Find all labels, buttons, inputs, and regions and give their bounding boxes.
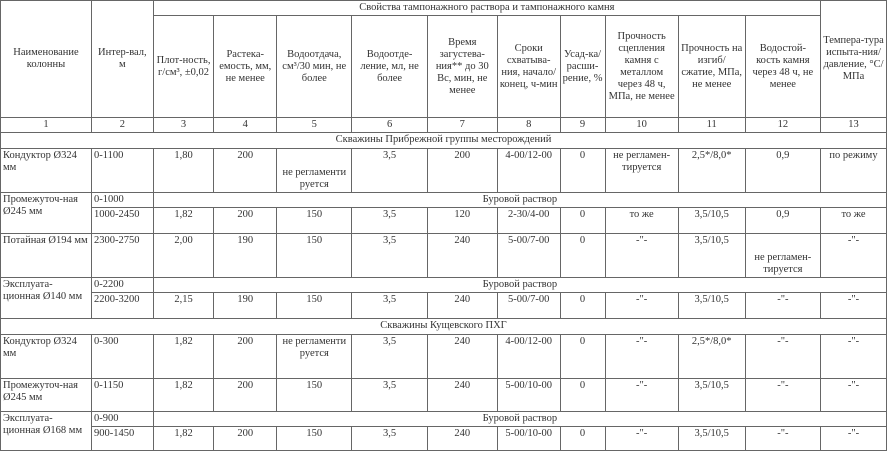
free-water: 3,5 (352, 208, 427, 234)
table-row (1, 379, 887, 412)
table-row (1, 149, 887, 193)
temperature: -"- (821, 427, 887, 451)
table-row (1, 293, 887, 319)
section-row (1, 133, 887, 149)
interval: 0-300 (92, 335, 154, 379)
casing-name: Промежуточ-ная Ø245 мм (1, 193, 92, 234)
setting-time: 2-30/4-00 (497, 208, 560, 234)
fluid-loss: 150 (277, 427, 352, 451)
spreadability: 200 (214, 149, 277, 193)
density: 2,00 (153, 234, 214, 278)
free-water: 3,5 (352, 335, 427, 379)
shrinkage: 0 (560, 208, 605, 234)
thickening-time: 240 (427, 335, 497, 379)
col-number: 12 (745, 118, 820, 133)
water-resistance: 0,9 (745, 149, 820, 193)
spreadability: 200 (214, 427, 277, 451)
casing-name: Промежуточ-ная Ø245 мм (1, 379, 92, 412)
col-number: 8 (497, 118, 560, 133)
flexural-strength: 3,5/10,5 (678, 208, 745, 234)
col-number: 6 (352, 118, 427, 133)
shrinkage: 0 (560, 234, 605, 278)
table-row (1, 412, 887, 427)
flexural-strength: 3,5/10,5 (678, 379, 745, 412)
section-title: Скважины Прибрежной группы месторождений (1, 133, 887, 149)
col-header-thickening-time: Время загустева-ния** до 30 Вс, мин, не менее (427, 16, 497, 118)
col-number: 13 (821, 118, 887, 133)
table-row (1, 335, 887, 379)
water-resistance: -"- (745, 379, 820, 412)
shrinkage: 0 (560, 427, 605, 451)
water-resistance: не регламен-тируется (745, 234, 820, 278)
spreadability: 190 (214, 293, 277, 319)
setting-time: 5-00/10-00 (497, 427, 560, 451)
free-water: 3,5 (352, 293, 427, 319)
fluid-loss: 150 (277, 234, 352, 278)
table-row (1, 278, 887, 293)
thickening-time: 240 (427, 379, 497, 412)
col-number: 11 (678, 118, 745, 133)
thickening-time: 240 (427, 293, 497, 319)
table-row (1, 234, 887, 278)
interval: 0-1150 (92, 379, 154, 412)
spreadability: 190 (214, 234, 277, 278)
bond-strength: -"- (605, 234, 678, 278)
density: 2,15 (153, 293, 214, 319)
col-header-bond-strength: Прочность сцепления камня с металлом через 48 ч, МПа, не менее (605, 16, 678, 118)
col-number: 4 (214, 118, 277, 133)
water-resistance: -"- (745, 335, 820, 379)
spreadability: 200 (214, 379, 277, 412)
casing-name: Эксплуата-ционная Ø140 мм (1, 278, 92, 319)
shrinkage: 0 (560, 379, 605, 412)
flexural-strength: 2,5*/8,0* (678, 149, 745, 193)
col-header-interval: Интер-вал, м (92, 1, 154, 118)
drilling-mud-label: Буровой раствор (153, 412, 886, 427)
section-row (1, 319, 887, 335)
col-header-name: Наименование колонны (1, 1, 92, 118)
interval: 0-1100 (92, 149, 154, 193)
interval: 2300-2750 (92, 234, 154, 278)
temperature: -"- (821, 293, 887, 319)
spreadability: 200 (214, 208, 277, 234)
flexural-strength: 2,5*/8,0* (678, 335, 745, 379)
col-number: 3 (153, 118, 214, 133)
bond-strength: то же (605, 208, 678, 234)
bond-strength: -"- (605, 427, 678, 451)
setting-time: 4-00/12-00 (497, 335, 560, 379)
table-row (1, 193, 887, 208)
temperature: -"- (821, 335, 887, 379)
density: 1,82 (153, 427, 214, 451)
free-water: 3,5 (352, 234, 427, 278)
casing-name: Эксплуата-ционная Ø168 мм (1, 412, 92, 451)
casing-name: Потайная Ø194 мм (1, 234, 92, 278)
drilling-mud-label: Буровой раствор (153, 193, 886, 208)
water-resistance: -"- (745, 293, 820, 319)
col-header-spreadability: Растека-емость, мм, не менее (214, 16, 277, 118)
interval: 2200-3200 (92, 293, 154, 319)
table-row (1, 208, 887, 234)
temperature: то же (821, 208, 887, 234)
temperature: по режиму (821, 149, 887, 193)
flexural-strength: 3,5/10,5 (678, 234, 745, 278)
drilling-mud-label: Буровой раствор (153, 278, 886, 293)
fluid-loss: не регламенти руется (277, 149, 352, 193)
bond-strength: -"- (605, 335, 678, 379)
temperature: -"- (821, 379, 887, 412)
col-number: 5 (277, 118, 352, 133)
interval-mud: 0-1000 (92, 193, 154, 208)
water-resistance: -"- (745, 427, 820, 451)
fluid-loss: 150 (277, 293, 352, 319)
flexural-strength: 3,5/10,5 (678, 293, 745, 319)
flexural-strength: 3,5/10,5 (678, 427, 745, 451)
setting-time: 4-00/12-00 (497, 149, 560, 193)
col-number: 10 (605, 118, 678, 133)
col-number: 9 (560, 118, 605, 133)
free-water: 3,5 (352, 149, 427, 193)
thickening-time: 240 (427, 234, 497, 278)
section-title: Скважины Кущевского ПХГ (1, 319, 887, 335)
temperature: -"- (821, 234, 887, 278)
col-header-water-resistance: Водостой-кость камня через 48 ч, не менее (745, 16, 820, 118)
shrinkage: 0 (560, 293, 605, 319)
casing-name: Кондуктор Ø324 мм (1, 149, 92, 193)
col-header-density: Плот-ность, г/см³, ±0,02 (153, 16, 214, 118)
interval: 1000-2450 (92, 208, 154, 234)
thickening-time: 200 (427, 149, 497, 193)
shrinkage: 0 (560, 335, 605, 379)
col-number: 1 (1, 118, 92, 133)
setting-time: 5-00/10-00 (497, 379, 560, 412)
col-header-setting-time: Сроки схватыва-ния, начало/конец, ч-мин (497, 16, 560, 118)
bond-strength: не регламен-тируется (605, 149, 678, 193)
free-water: 3,5 (352, 427, 427, 451)
col-header-free-water: Водоотде-ление, мл, не более (352, 16, 427, 118)
col-header-temperature: Темпера-тура испыта-ния/ давление, °С/МПа (821, 1, 887, 118)
table-row (1, 427, 887, 451)
interval-mud: 0-2200 (92, 278, 154, 293)
thickening-time: 240 (427, 427, 497, 451)
density: 1,82 (153, 379, 214, 412)
column-numbers-row (1, 118, 887, 133)
free-water: 3,5 (352, 379, 427, 412)
density: 1,80 (153, 149, 214, 193)
spreadability: 200 (214, 335, 277, 379)
col-number: 2 (92, 118, 154, 133)
fluid-loss: 150 (277, 208, 352, 234)
col-header-flexural-strength: Прочность на изгиб/ сжатие, МПа, не менее (678, 16, 745, 118)
interval: 900-1450 (92, 427, 154, 451)
thickening-time: 120 (427, 208, 497, 234)
density: 1,82 (153, 335, 214, 379)
col-number: 7 (427, 118, 497, 133)
shrinkage: 0 (560, 149, 605, 193)
group-header: Свойства тампонажного раствора и тампонажного камня (153, 1, 820, 16)
bond-strength: -"- (605, 293, 678, 319)
setting-time: 5-00/7-00 (497, 234, 560, 278)
bond-strength: -"- (605, 379, 678, 412)
interval-mud: 0-900 (92, 412, 154, 427)
density: 1,82 (153, 208, 214, 234)
water-resistance: 0,9 (745, 208, 820, 234)
col-header-shrinkage: Усад-ка/ расши-рение, % (560, 16, 605, 118)
col-header-fluid-loss: Водоотдача, см³/30 мин, не более (277, 16, 352, 118)
fluid-loss: 150 (277, 379, 352, 412)
fluid-loss: не регламенти руется (277, 335, 352, 379)
casing-name: Кондуктор Ø324 мм (1, 335, 92, 379)
setting-time: 5-00/7-00 (497, 293, 560, 319)
